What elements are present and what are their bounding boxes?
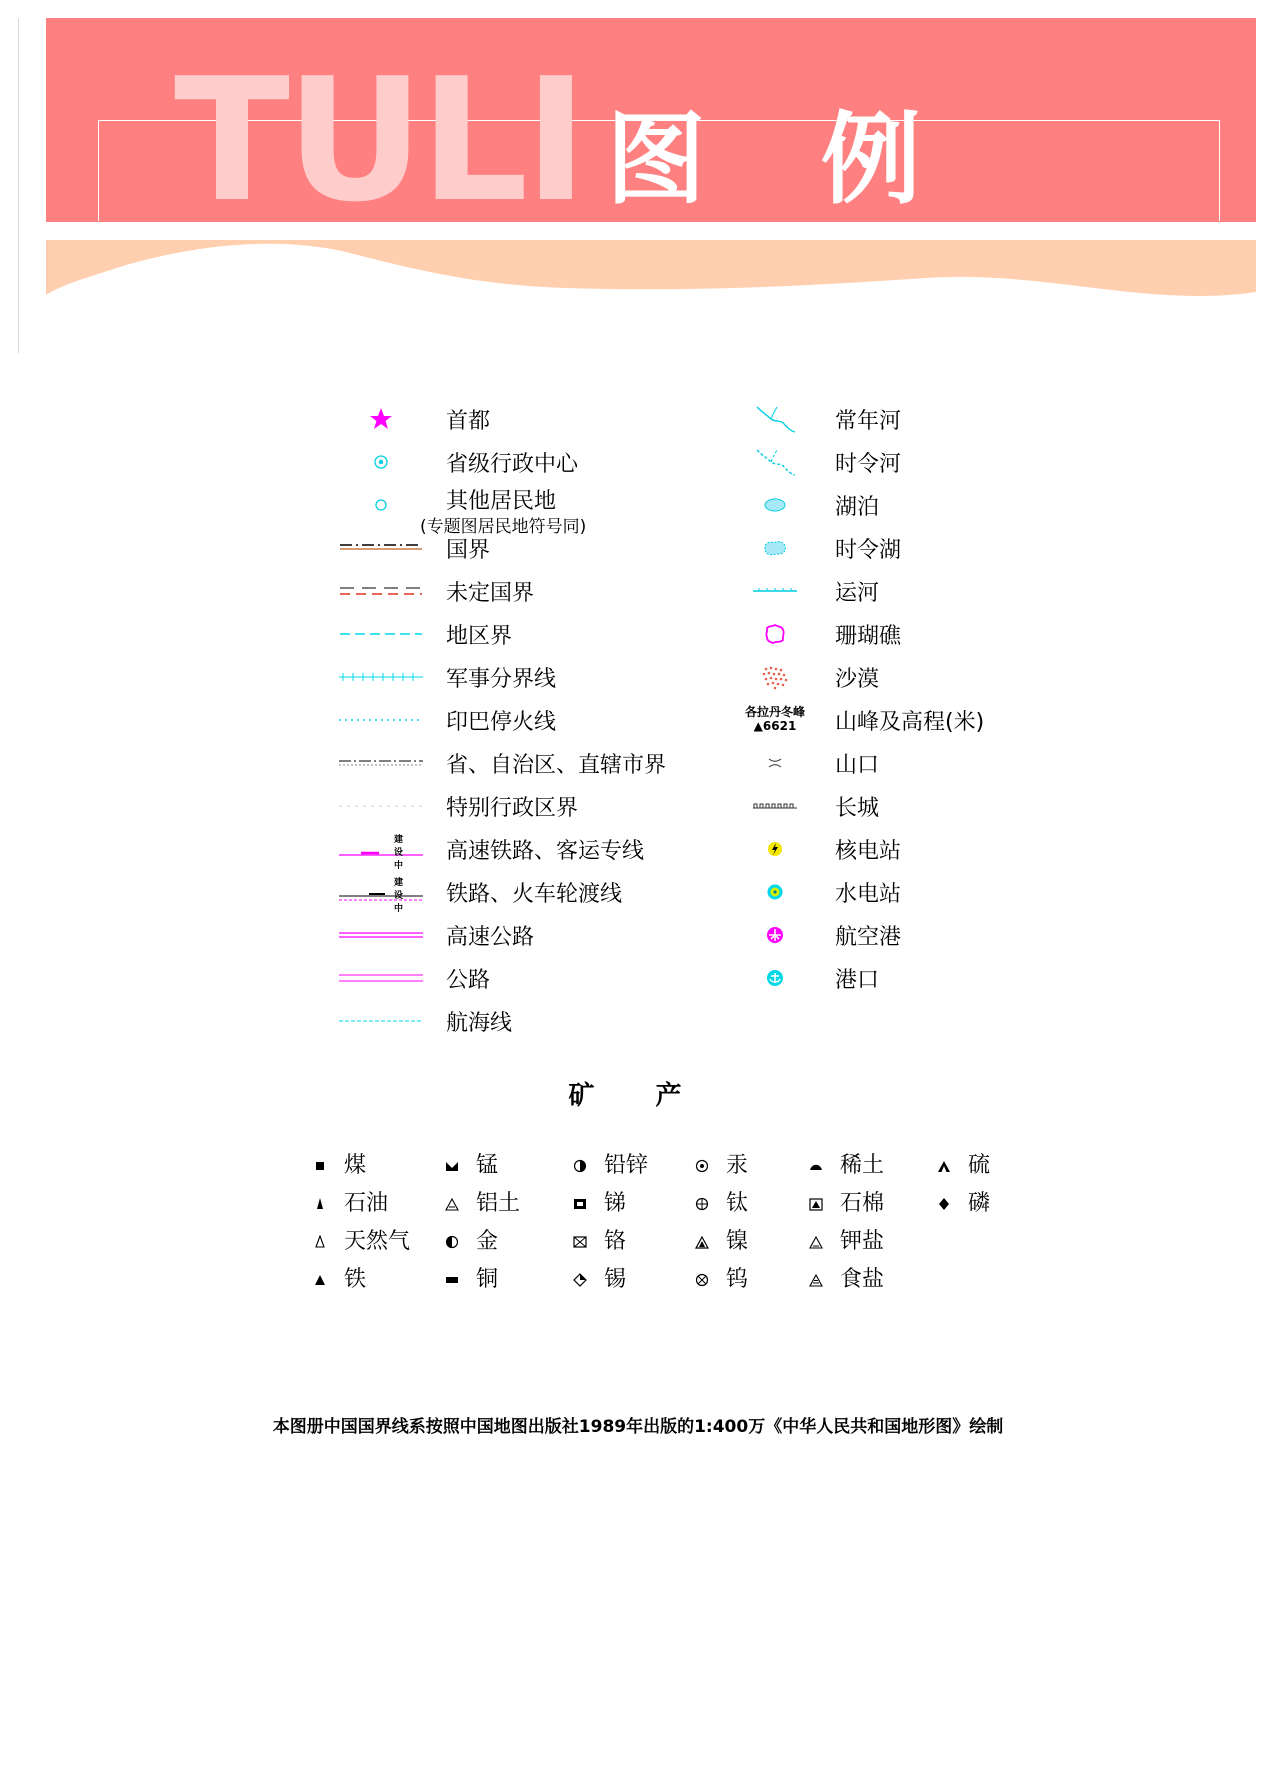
header-latin-title: TULI [174, 42, 584, 240]
chromium-icon [572, 1234, 588, 1250]
legend-label: 核电站 [835, 839, 902, 864]
legend-label: 地区界 [446, 624, 513, 649]
bauxite-icon [444, 1196, 460, 1212]
oil-icon [312, 1196, 328, 1212]
lake-icon [730, 490, 820, 520]
antimony-icon [572, 1196, 588, 1212]
sar-border-line [336, 791, 426, 821]
mineral-label: 钨 [726, 1267, 749, 1292]
legend-label: 省、自治区、直辖市界 [446, 753, 667, 778]
mineral-label: 铅锌 [604, 1153, 649, 1178]
national-border-line [336, 533, 426, 563]
railway-line [336, 877, 426, 907]
peak-height: ▲6621 [753, 719, 797, 733]
provincial-center-icon [336, 447, 426, 477]
natural-gas-icon [312, 1234, 328, 1250]
mineral-label: 汞 [726, 1153, 749, 1178]
ceasefire-line [336, 705, 426, 735]
expressway-line [336, 920, 426, 950]
header-chinese-title: 图 例 [606, 101, 961, 218]
tungsten-icon [694, 1272, 710, 1288]
legend-label: 航海线 [446, 1011, 513, 1036]
mineral-label: 天然气 [344, 1229, 411, 1254]
copper-icon [444, 1272, 460, 1288]
legend-label: 水电站 [835, 882, 902, 907]
tin-icon [572, 1272, 588, 1288]
mineral-label: 磷 [968, 1191, 991, 1216]
legend-tag: 建设中 [394, 878, 404, 914]
asbestos-icon [808, 1196, 824, 1212]
salt-icon [808, 1272, 824, 1288]
mineral-label: 钛 [726, 1191, 749, 1216]
legend-label: 军事分界线 [446, 667, 557, 692]
mineral-label: 锰 [476, 1153, 499, 1178]
iron-icon [312, 1272, 328, 1288]
legend-label: 高速公路 [446, 925, 535, 950]
undefined-border-line [336, 576, 426, 606]
legend-label: 沙漠 [835, 667, 880, 692]
legend-label: 航空港 [835, 925, 902, 950]
legend-label: 国界 [446, 538, 491, 563]
peak-name: 各拉丹冬峰 [744, 705, 805, 719]
mercury-icon [694, 1158, 710, 1174]
legend-label: 山口 [835, 753, 880, 778]
legend-label: 特别行政区界 [446, 796, 579, 821]
mineral-label: 锑 [604, 1191, 627, 1216]
region-border-line [336, 619, 426, 649]
lead-zinc-icon [572, 1158, 588, 1174]
phosphorus-icon [936, 1196, 952, 1212]
mineral-label: 钾盐 [840, 1229, 885, 1254]
legend-label: 公路 [446, 968, 491, 993]
port-icon [730, 963, 820, 993]
header-wave [46, 240, 1256, 320]
provincial-border-line [336, 748, 426, 778]
mineral-label: 食盐 [840, 1267, 885, 1292]
seasonal-lake-icon [730, 533, 820, 563]
legend-label: 山峰及高程(米) [835, 710, 985, 735]
seasonal-river-icon [730, 447, 820, 477]
mineral-label: 铬 [604, 1229, 627, 1254]
mineral-label: 石棉 [840, 1191, 885, 1216]
pass-icon [730, 748, 820, 778]
mineral-label: 硫 [968, 1153, 991, 1178]
mineral-label: 铝土 [476, 1191, 521, 1216]
legend-label: 珊瑚礁 [835, 624, 902, 649]
potash-icon [808, 1234, 824, 1250]
nickel-icon [694, 1234, 710, 1250]
mineral-label: 锡 [604, 1267, 627, 1292]
legend-label: 首都 [446, 409, 491, 434]
highway-line [336, 963, 426, 993]
desert-icon [730, 662, 820, 692]
legend-label: 时令湖 [835, 538, 902, 563]
hydro-plant-icon [730, 877, 820, 907]
coal-icon [312, 1158, 328, 1174]
left-edge-line [18, 18, 19, 353]
mineral-label: 镍 [726, 1229, 749, 1254]
great-wall-icon [730, 791, 820, 821]
legend-label: 长城 [835, 796, 880, 821]
mineral-label: 铜 [476, 1267, 499, 1292]
manganese-icon [444, 1158, 460, 1174]
sea-route-line [336, 1006, 426, 1036]
legend-label: 运河 [835, 581, 880, 606]
mineral-label: 煤 [344, 1153, 367, 1178]
legend-label: 其他居民地 [446, 489, 557, 514]
legend-label: 常年河 [835, 409, 902, 434]
mineral-label: 稀土 [840, 1153, 885, 1178]
mineral-label: 金 [476, 1229, 499, 1254]
river-icon [730, 404, 820, 434]
mineral-label: 石油 [344, 1191, 389, 1216]
nuclear-plant-icon [730, 834, 820, 864]
legend-tag: 建设中 [394, 835, 404, 871]
legend-label: 未定国界 [446, 581, 535, 606]
mineral-label: 铁 [344, 1267, 367, 1292]
military-line [336, 662, 426, 692]
titanium-icon [694, 1196, 710, 1212]
peak-icon [730, 699, 820, 739]
minerals-title: 矿 产 [568, 1081, 708, 1111]
legend-label: 铁路、火车轮渡线 [446, 882, 623, 907]
coral-reef-icon [730, 619, 820, 649]
canal-line [730, 576, 820, 606]
footer-note: 本图册中国国界线系按照中国地图出版社1989年出版的1:400万《中华人民共和国地形图》绘制 [272, 1417, 1004, 1437]
legend-label: 高速铁路、客运专线 [446, 839, 645, 864]
legend-label: 印巴停火线 [446, 710, 557, 735]
rare-earth-icon [808, 1158, 824, 1174]
legend-label: 港口 [835, 968, 880, 993]
airport-icon [730, 920, 820, 950]
sulfur-icon [936, 1158, 952, 1174]
legend-sublabel: (专题图居民地符号同) [420, 517, 587, 537]
legend-label: 省级行政中心 [446, 452, 579, 477]
settlement-icon [336, 490, 426, 520]
header-banner [46, 18, 1256, 240]
gold-icon [444, 1234, 460, 1250]
legend-label: 湖泊 [835, 495, 880, 520]
legend-label: 时令河 [835, 452, 902, 477]
star-icon [336, 404, 426, 434]
high-speed-rail-line [336, 834, 426, 864]
